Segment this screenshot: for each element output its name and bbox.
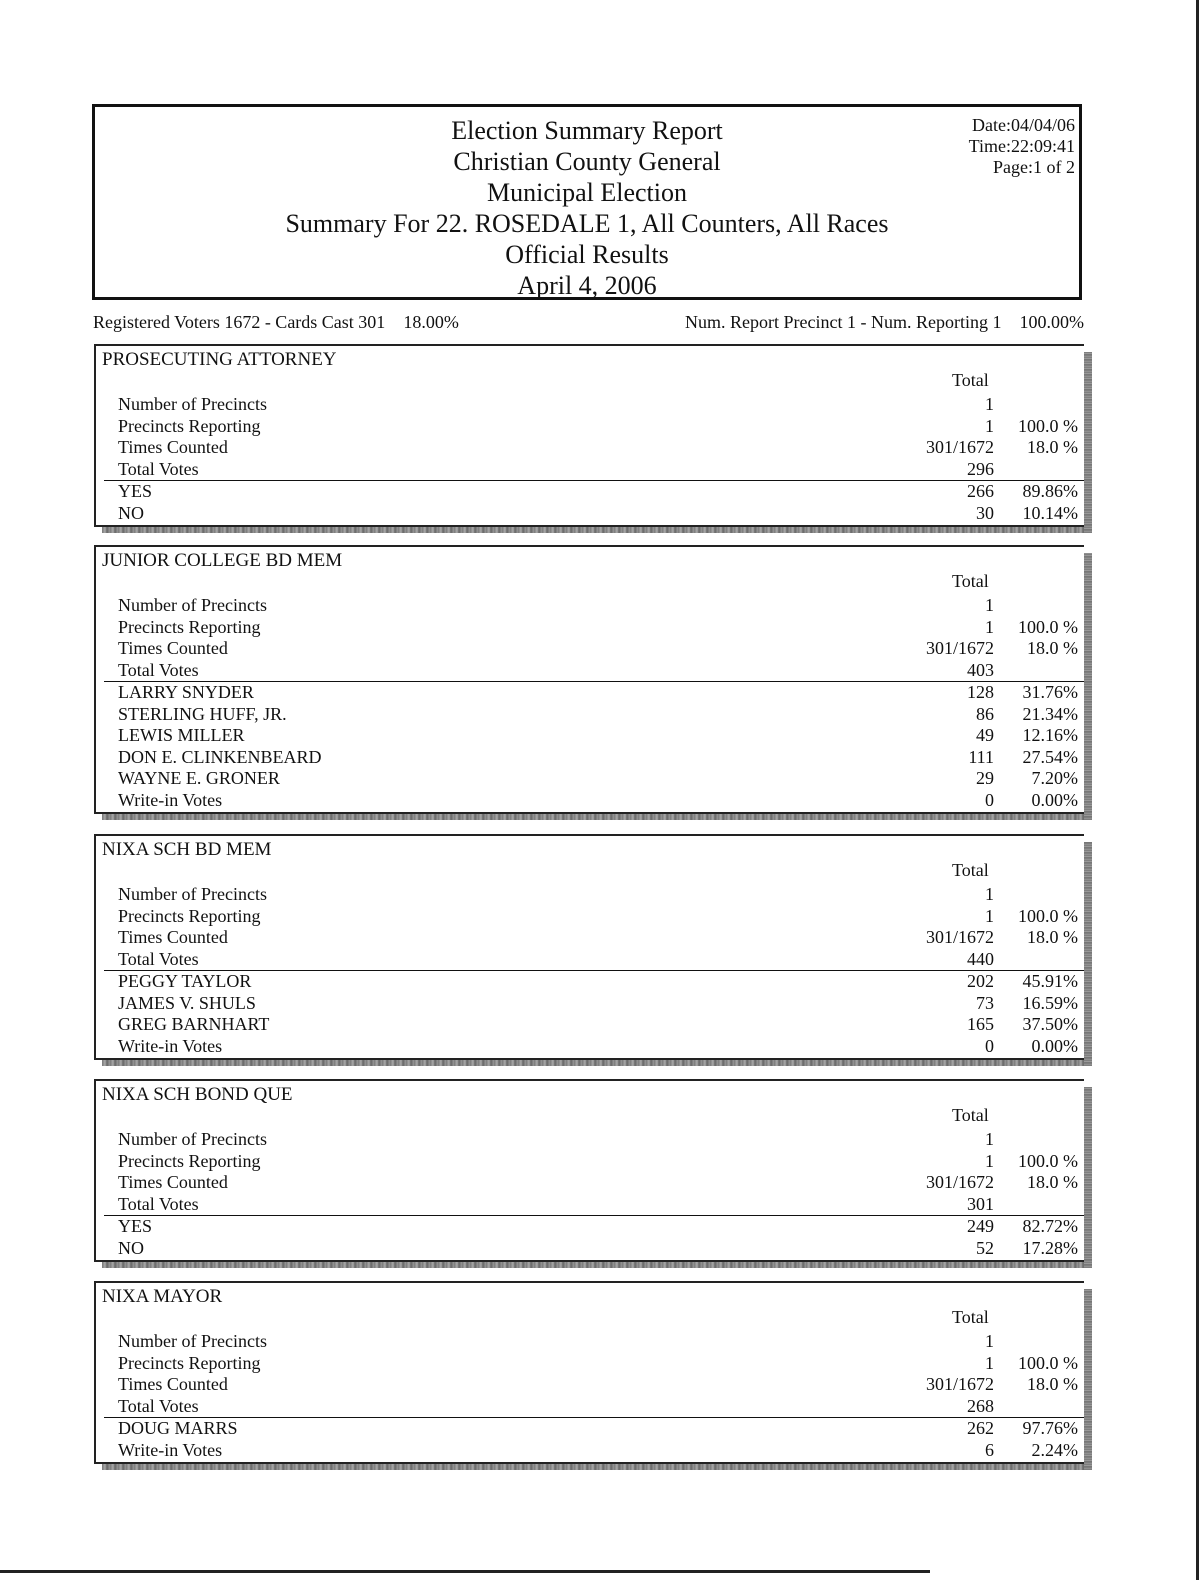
choice-name: Write-in Votes (118, 1439, 223, 1460)
choice-votes: 6 (985, 1439, 994, 1460)
reporting-line (685, 312, 1084, 333)
number-of-precincts-row-value: 1 (985, 1331, 994, 1351)
choice-percent: 7.20% (1031, 768, 1078, 788)
precincts-reporting-row-label: Precincts Reporting (118, 415, 261, 436)
choice-percent: 2.24% (1031, 1439, 1078, 1460)
race-section (94, 545, 1084, 814)
choice-name: NO (118, 1237, 144, 1258)
choice-row (96, 704, 1084, 726)
precincts-reporting-row-label: Precincts Reporting (118, 1352, 261, 1373)
total-votes-row (96, 949, 1084, 971)
report-title: Election Summary Report (451, 116, 723, 145)
race-title: NIXA SCH BOND QUE (102, 1084, 293, 1105)
choice-percent: 16.59% (1022, 992, 1078, 1013)
report-page: Page:1 of 2 (993, 157, 1075, 177)
total-votes-row-value: 440 (967, 948, 994, 969)
precincts-reporting-row (96, 1151, 1084, 1173)
choice-votes: 111 (968, 746, 994, 767)
number-of-precincts-row-label: Number of Precincts (118, 595, 267, 615)
race-rows (96, 595, 1084, 811)
registered-voters-line (93, 312, 459, 333)
times-counted-row-label: Times Counted (118, 927, 228, 947)
county-name: Christian County General (453, 147, 721, 176)
total-votes-row-label: Total Votes (118, 948, 199, 969)
total-votes-row-label: Total Votes (118, 659, 199, 680)
race-section (94, 344, 1084, 527)
race-rows (96, 394, 1084, 524)
choice-name: WAYNE E. GRONER (118, 768, 280, 788)
times-counted-row (96, 927, 1084, 949)
choice-percent: 12.16% (1022, 725, 1078, 745)
report-time: Time:22:09:41 (968, 136, 1075, 156)
choice-votes: 73 (976, 992, 994, 1013)
choice-votes: 0 (985, 1035, 994, 1056)
number-of-precincts-row-value: 1 (985, 884, 994, 904)
precincts-reporting-row-label: Precincts Reporting (118, 1150, 261, 1171)
race-rows (96, 1331, 1084, 1461)
page-edge-right (1196, 0, 1199, 1580)
choice-votes: 202 (967, 971, 994, 991)
times-counted-row-percent: 18.0 % (1027, 437, 1078, 457)
total-votes-row-label: Total Votes (118, 1395, 199, 1416)
number-of-precincts-row (96, 1331, 1084, 1353)
choice-name: YES (118, 481, 153, 501)
choice-name: GREG BARNHART (118, 1014, 270, 1034)
choice-row (96, 790, 1084, 812)
times-counted-row-percent: 18.0 % (1027, 1374, 1078, 1394)
choice-name: NO (118, 502, 144, 523)
choice-row (96, 1014, 1084, 1036)
election-name: Municipal Election (486, 178, 687, 207)
choice-row (96, 993, 1084, 1015)
choice-votes: 0 (985, 789, 994, 810)
times-counted-row-value: 301/1672 (925, 638, 994, 658)
choice-votes: 128 (967, 682, 994, 702)
precincts-reporting-row-value: 1 (985, 905, 994, 926)
precincts-reporting-row-value: 1 (985, 415, 994, 436)
precincts-reporting-row-label: Precincts Reporting (118, 905, 261, 926)
choice-name: DOUG MARRS (118, 1418, 238, 1438)
times-counted-row (96, 437, 1084, 459)
total-column-header: Total (952, 860, 989, 880)
race-section (94, 1281, 1084, 1464)
report-title-block (95, 115, 1079, 301)
total-votes-row (96, 660, 1084, 682)
choice-votes: 49 (976, 725, 994, 745)
times-counted-row-label: Times Counted (118, 1172, 228, 1192)
report-meta (969, 115, 1075, 178)
number-of-precincts-row-label: Number of Precincts (118, 394, 267, 414)
race-section (94, 834, 1084, 1060)
number-of-precincts-row-value: 1 (985, 595, 994, 615)
choice-name: PEGGY TAYLOR (118, 971, 252, 991)
times-counted-row-label: Times Counted (118, 437, 228, 457)
choice-percent: 17.28% (1022, 1237, 1078, 1258)
choice-percent: 10.14% (1022, 502, 1078, 523)
race-title: NIXA SCH BD MEM (102, 839, 272, 860)
precincts-reporting-row-percent: 100.0 % (1018, 1150, 1078, 1171)
precincts-reporting-row-percent: 100.0 % (1018, 415, 1078, 436)
times-counted-row-label: Times Counted (118, 638, 228, 658)
number-of-precincts-row (96, 1129, 1084, 1151)
race-section (94, 1079, 1084, 1262)
precincts-reporting-row (96, 906, 1084, 928)
total-votes-row (96, 459, 1084, 481)
race-title: NIXA MAYOR (102, 1286, 223, 1307)
choice-name: JAMES V. SHULS (118, 992, 256, 1013)
total-votes-row-label: Total Votes (118, 1193, 199, 1214)
choice-row (96, 1238, 1084, 1260)
choice-votes: 266 (967, 481, 994, 501)
summary-scope: Summary For 22. ROSEDALE 1, All Counters, All Races (285, 209, 889, 238)
choice-name: YES (118, 1216, 153, 1236)
choice-row (96, 682, 1084, 704)
report-date: Date:04/04/06 (972, 115, 1075, 135)
precincts-reporting-row (96, 416, 1084, 438)
choice-percent: 97.76% (1022, 1418, 1078, 1438)
times-counted-row-label: Times Counted (118, 1374, 228, 1394)
choice-row (96, 1216, 1084, 1238)
number-of-precincts-row-label: Number of Precincts (118, 1129, 267, 1149)
total-votes-row (96, 1396, 1084, 1418)
choice-row (96, 1418, 1084, 1440)
choice-percent: 0.00% (1031, 1035, 1078, 1056)
total-votes-row-value: 301 (967, 1193, 994, 1214)
reporting-percent: 100.00% (1019, 312, 1084, 332)
total-votes-row-label: Total Votes (118, 458, 199, 479)
choice-row (96, 768, 1084, 790)
choice-percent: 37.50% (1022, 1014, 1078, 1034)
choice-percent: 27.54% (1022, 746, 1078, 767)
times-counted-row-value: 301/1672 (925, 437, 994, 457)
precincts-reporting-row-percent: 100.0 % (1018, 1352, 1078, 1373)
choice-name: LARRY SNYDER (118, 682, 254, 702)
total-votes-row-value: 268 (967, 1395, 994, 1416)
precincts-reporting-row (96, 617, 1084, 639)
choice-percent: 0.00% (1031, 789, 1078, 810)
times-counted-row-value: 301/1672 (925, 1172, 994, 1192)
total-column-header: Total (952, 1307, 989, 1327)
choice-row (96, 481, 1084, 503)
total-column-header: Total (952, 1105, 989, 1125)
total-column-header: Total (952, 370, 989, 390)
times-counted-row-percent: 18.0 % (1027, 1172, 1078, 1192)
precincts-reporting-row-label: Precincts Reporting (118, 616, 261, 637)
choice-votes: 262 (967, 1418, 994, 1438)
election-date: April 4, 2006 (517, 271, 657, 300)
precincts-reporting-row (96, 1353, 1084, 1375)
page-edge-bottom (0, 1570, 930, 1573)
report-header (92, 104, 1082, 300)
choice-percent: 21.34% (1022, 703, 1078, 724)
race-title: PROSECUTING ATTORNEY (102, 349, 337, 370)
precincts-reporting-row-percent: 100.0 % (1018, 905, 1078, 926)
choice-name: Write-in Votes (118, 1035, 223, 1056)
choice-name: Write-in Votes (118, 789, 223, 810)
choice-votes: 30 (976, 502, 994, 523)
number-of-precincts-row (96, 595, 1084, 617)
times-counted-row (96, 638, 1084, 660)
choice-percent: 89.86% (1022, 481, 1078, 501)
precincts-reporting-row-percent: 100.0 % (1018, 616, 1078, 637)
choice-votes: 29 (976, 768, 994, 788)
number-of-precincts-row-value: 1 (985, 394, 994, 414)
registered-voters-text: Registered Voters 1672 - Cards Cast 301 (93, 312, 386, 332)
choice-name: LEWIS MILLER (118, 725, 245, 745)
times-counted-row-value: 301/1672 (925, 1374, 994, 1394)
choice-row (96, 971, 1084, 993)
precincts-reporting-row-value: 1 (985, 1150, 994, 1171)
choice-row (96, 725, 1084, 747)
times-counted-row-percent: 18.0 % (1027, 927, 1078, 947)
choice-votes: 249 (967, 1216, 994, 1236)
number-of-precincts-row-label: Number of Precincts (118, 884, 267, 904)
choice-name: DON E. CLINKENBEARD (118, 746, 322, 767)
precincts-reporting-row-value: 1 (985, 1352, 994, 1373)
total-votes-row-value: 296 (967, 458, 994, 479)
race-rows (96, 884, 1084, 1057)
number-of-precincts-row (96, 394, 1084, 416)
total-votes-row-value: 403 (967, 659, 994, 680)
choice-votes: 52 (976, 1237, 994, 1258)
turnout-percent: 18.00% (403, 312, 459, 332)
choice-row (96, 1036, 1084, 1058)
times-counted-row (96, 1172, 1084, 1194)
number-of-precincts-row (96, 884, 1084, 906)
choice-percent: 31.76% (1022, 682, 1078, 702)
number-of-precincts-row-label: Number of Precincts (118, 1331, 267, 1351)
results-status: Official Results (505, 240, 669, 269)
reporting-text: Num. Report Precinct 1 - Num. Reporting 1 (685, 312, 1002, 332)
choice-name: STERLING HUFF, JR. (118, 703, 287, 724)
choice-votes: 86 (976, 703, 994, 724)
times-counted-row-percent: 18.0 % (1027, 638, 1078, 658)
precincts-reporting-row-value: 1 (985, 616, 994, 637)
choice-percent: 82.72% (1022, 1216, 1078, 1236)
choice-row (96, 747, 1084, 769)
number-of-precincts-row-value: 1 (985, 1129, 994, 1149)
total-votes-row (96, 1194, 1084, 1216)
times-counted-row (96, 1374, 1084, 1396)
choice-row (96, 503, 1084, 525)
choice-row (96, 1440, 1084, 1462)
choice-percent: 45.91% (1022, 971, 1078, 991)
race-rows (96, 1129, 1084, 1259)
times-counted-row-value: 301/1672 (925, 927, 994, 947)
total-column-header: Total (952, 571, 989, 591)
choice-votes: 165 (967, 1014, 994, 1034)
race-title: JUNIOR COLLEGE BD MEM (102, 550, 343, 571)
